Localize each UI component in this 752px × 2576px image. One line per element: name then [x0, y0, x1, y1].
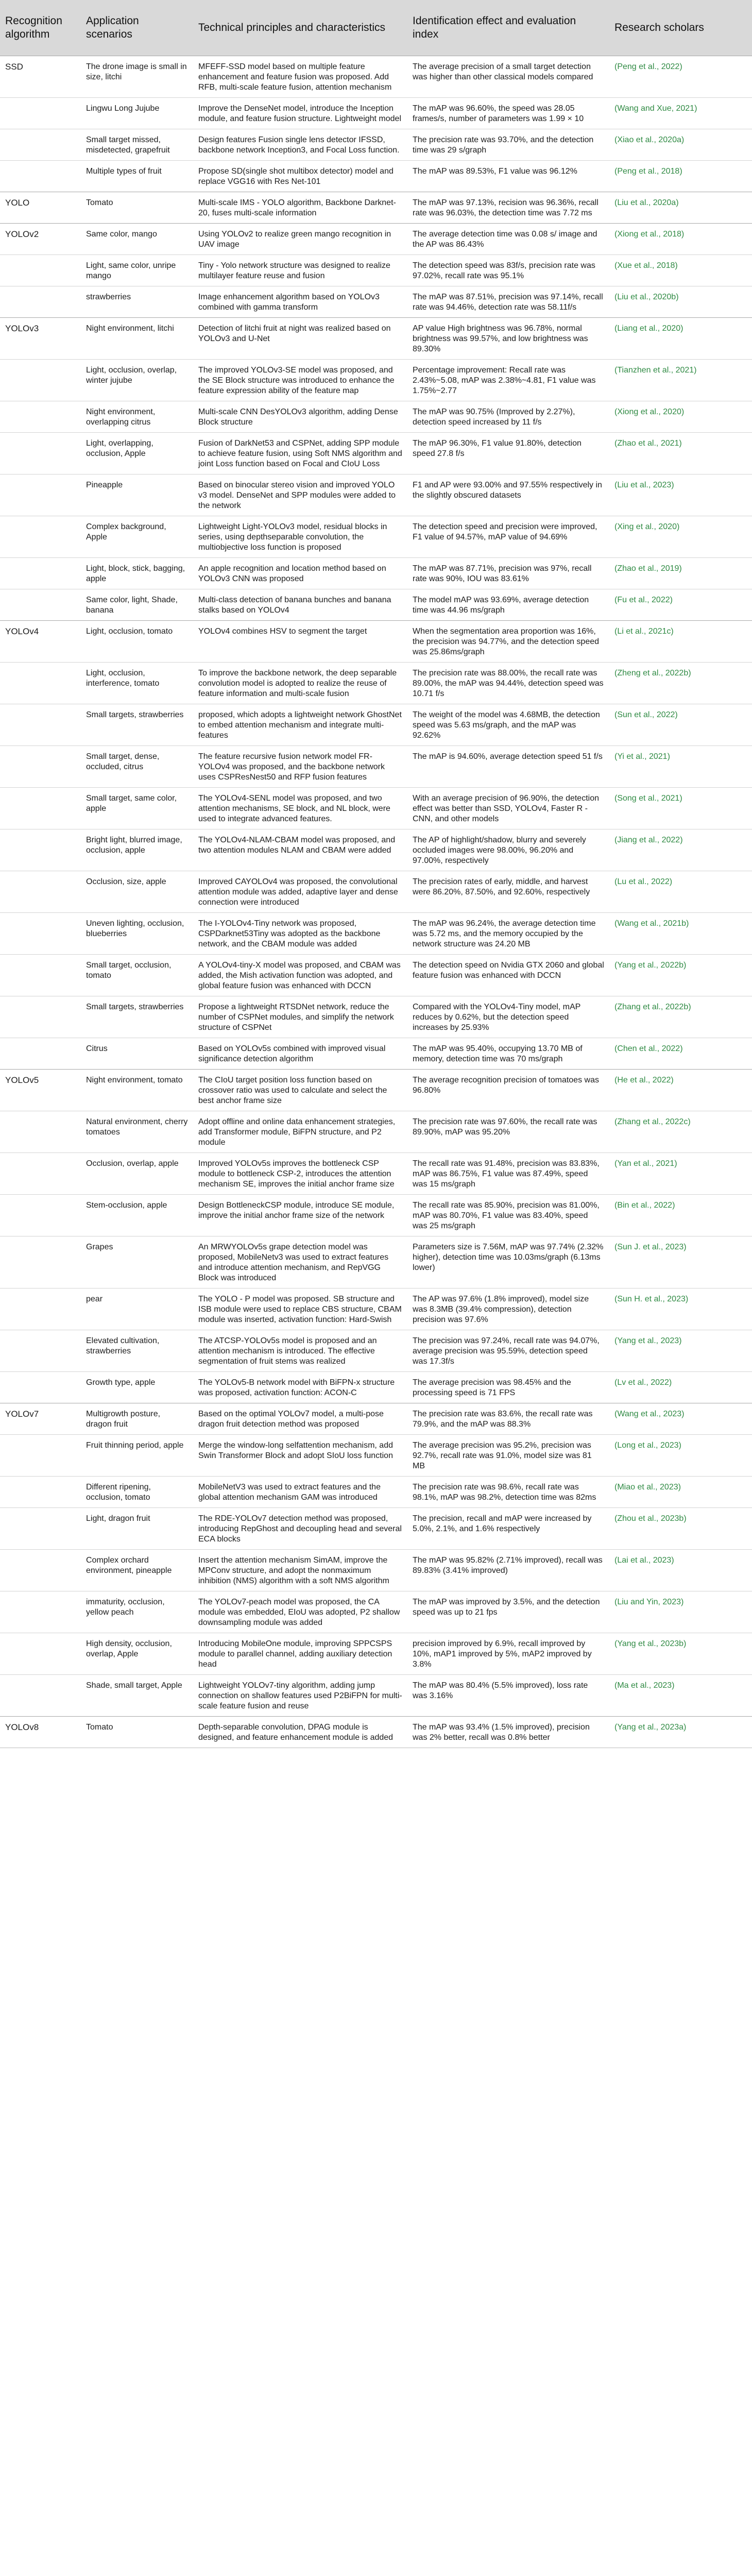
- identification-effect-cell: When the segmentation area proportion was 16%, the precision was 94.77%, and the detection speed was 25.86ms/graph: [407, 621, 609, 663]
- algorithm-cell: [0, 704, 81, 746]
- technical-principles-cell: Multi-class detection of banana bunches and banana stalks based on YOLOv4: [193, 589, 407, 621]
- table-row: [0, 829, 752, 871]
- identification-effect-cell: The precision rate was 83.6%, the recall rate was 79.9%, and the mAP was 88.3%: [407, 1403, 609, 1435]
- algorithm-cell: [0, 1111, 81, 1153]
- technical-principles-cell: The RDE-YOLOv7 detection method was proposed, introducing RepGhost and decoupling head and several ECA blocks: [193, 1508, 407, 1550]
- research-scholars-cell[interactable]: (Xiong et al., 2018): [609, 224, 752, 255]
- table-row: [0, 286, 752, 318]
- scenario-cell: Pineapple: [81, 474, 193, 516]
- table-row: [0, 913, 752, 955]
- algorithm-cell: [0, 1477, 81, 1508]
- table-row: [0, 1195, 752, 1236]
- research-scholars-cell[interactable]: (Liu et al., 2023): [609, 474, 752, 516]
- algorithm-cell: [0, 558, 81, 589]
- table-row: [0, 1070, 752, 1111]
- table-row: [0, 788, 752, 829]
- scenario-cell: Same color, light, Shade, banana: [81, 589, 193, 621]
- scenario-cell: Multiple types of fruit: [81, 161, 193, 192]
- identification-effect-cell: The average recognition precision of tomatoes was 96.80%: [407, 1070, 609, 1111]
- research-scholars-cell[interactable]: (Sun J. et al., 2023): [609, 1236, 752, 1289]
- algorithm-cell: [0, 913, 81, 955]
- identification-effect-cell: The precision rate was 98.6%, recall rate was 98.1%, mAP was 98.2%, detection time was 82ms: [407, 1477, 609, 1508]
- identification-effect-cell: The average precision was 95.2%, precision was 92.7%, recall rate was 91.0%, model size was 81 MB: [407, 1435, 609, 1477]
- technical-principles-cell: The ATCSP-YOLOv5s model is proposed and an attention mechanism is introduced. The effective segmentation of fruit stems was realized: [193, 1330, 407, 1372]
- algorithm-cell: [0, 255, 81, 286]
- scenario-cell: Small target, dense, occluded, citrus: [81, 746, 193, 788]
- table-row: [0, 621, 752, 663]
- research-scholars-cell[interactable]: (Miao et al., 2023): [609, 1477, 752, 1508]
- identification-effect-cell: The mAP was 97.13%, recision was 96.36%, recall rate was 96.03%, the detection time was 7.72 ms: [407, 192, 609, 224]
- scenario-cell: Night environment, overlapping citrus: [81, 401, 193, 433]
- research-scholars-cell[interactable]: (Zheng et al., 2022b): [609, 663, 752, 704]
- algorithm-cell: YOLOv3: [0, 318, 81, 360]
- algorithm-cell: YOLOv8: [0, 1717, 81, 1748]
- research-scholars-cell[interactable]: (Yang et al., 2023a): [609, 1717, 752, 1748]
- identification-effect-cell: precision improved by 6.9%, recall improved by 10%, mAP1 improved by 5%, mAP2 improved by 3.8%: [407, 1633, 609, 1675]
- table-row: [0, 224, 752, 255]
- algorithm-cell: [0, 161, 81, 192]
- table-row: [0, 1403, 752, 1435]
- research-scholars-cell[interactable]: (Liu and Yin, 2023): [609, 1591, 752, 1633]
- algorithm-cell: [0, 286, 81, 318]
- scenario-cell: Growth type, apple: [81, 1372, 193, 1403]
- technical-principles-cell: Propose a lightweight RTSDNet network, reduce the number of CSPNet modules, and simplify the network structure of CSPNet: [193, 996, 407, 1038]
- scenario-cell: Natural environment, cherry tomatoes: [81, 1111, 193, 1153]
- table-row: [0, 433, 752, 474]
- technical-principles-cell: A YOLOv4-tiny-X model was proposed, and CBAM was added, the Mish activation function was adopted, and global feature fusion was enhanced with DCCN: [193, 955, 407, 996]
- research-scholars-cell[interactable]: (Lv et al., 2022): [609, 1372, 752, 1403]
- research-scholars-cell[interactable]: (Zhang et al., 2022b): [609, 996, 752, 1038]
- identification-effect-cell: The weight of the model was 4.68MB, the detection speed was 5.63 ms/graph, and the mAP was 92.62%: [407, 704, 609, 746]
- algorithm-cell: [0, 1330, 81, 1372]
- identification-effect-cell: The average detection time was 0.08 s/ image and the AP was 86.43%: [407, 224, 609, 255]
- scenario-cell: Different ripening, occlusion, tomato: [81, 1477, 193, 1508]
- research-scholars-cell[interactable]: (Yang et al., 2023b): [609, 1633, 752, 1675]
- table-row: [0, 1508, 752, 1550]
- scenario-cell: The drone image is small in size, litchi: [81, 56, 193, 98]
- table-row: [0, 56, 752, 98]
- algorithm-cell: [0, 98, 81, 129]
- scenario-cell: Light, occlusion, tomato: [81, 621, 193, 663]
- scenario-cell: Light, occlusion, interference, tomato: [81, 663, 193, 704]
- identification-effect-cell: The average precision of a small target detection was higher than other classical models compared: [407, 56, 609, 98]
- algorithm-cell: [0, 129, 81, 161]
- technical-principles-cell: proposed, which adopts a lightweight network GhostNet to embed attention mechanism and integrate multi-features: [193, 704, 407, 746]
- identification-effect-cell: The mAP was 89.53%, F1 value was 96.12%: [407, 161, 609, 192]
- scenario-cell: pear: [81, 1289, 193, 1330]
- identification-effect-cell: The average precision was 98.45% and the processing speed is 71 FPS: [407, 1372, 609, 1403]
- scenario-cell: Tomato: [81, 192, 193, 224]
- table-row: [0, 589, 752, 621]
- research-scholars-cell[interactable]: (Yang et al., 2022b): [609, 955, 752, 996]
- identification-effect-cell: The mAP was 87.71%, precision was 97%, recall rate was 90%, IOU was 83.61%: [407, 558, 609, 589]
- scenario-cell: Occlusion, size, apple: [81, 871, 193, 913]
- algorithm-cell: [0, 955, 81, 996]
- algorithm-cell: [0, 1591, 81, 1633]
- research-scholars-cell[interactable]: (Peng et al., 2022): [609, 56, 752, 98]
- technical-principles-cell: Based on binocular stereo vision and improved YOLO v3 model. DenseNet and SPP modules were added to the network: [193, 474, 407, 516]
- scenario-cell: Elevated cultivation, strawberries: [81, 1330, 193, 1372]
- algorithm-cell: [0, 1195, 81, 1236]
- algorithm-cell: [0, 1153, 81, 1195]
- identification-effect-cell: The mAP was 95.40%, occupying 13.70 MB of memory, detection time was 70 ms/graph: [407, 1038, 609, 1070]
- algorithm-cell: [0, 1236, 81, 1289]
- research-scholars-cell[interactable]: (Li et al., 2021c): [609, 621, 752, 663]
- table-row: [0, 474, 752, 516]
- table-row: [0, 1435, 752, 1477]
- technical-principles-cell: Tiny - Yolo network structure was designed to realize multilayer feature reuse and fusion: [193, 255, 407, 286]
- research-scholars-cell[interactable]: (Ma et al., 2023): [609, 1675, 752, 1717]
- table-row: [0, 1591, 752, 1633]
- scenario-cell: Small targets, strawberries: [81, 996, 193, 1038]
- technical-principles-cell: The YOLOv4-SENL model was proposed, and two attention mechanisms, SE block, and NL block, were used to integrate advanced features.: [193, 788, 407, 829]
- technical-principles-cell: The YOLOv5-B network model with BiFPN-x structure was proposed, activation function: ACON-C: [193, 1372, 407, 1403]
- identification-effect-cell: The precision rate was 88.00%, the recall rate was 89.00%, the mAP was 94.44%, detection speed was 10.71 f/s: [407, 663, 609, 704]
- research-scholars-cell[interactable]: (Zhou et al., 2023b): [609, 1508, 752, 1550]
- identification-effect-cell: The AP of highlight/shadow, blurry and severely occluded images were 98.00%, 96.20% and 97.00%, respectively: [407, 829, 609, 871]
- scenario-cell: Light, occlusion, overlap, winter jujube: [81, 360, 193, 401]
- scenario-cell: Light, dragon fruit: [81, 1508, 193, 1550]
- scenario-cell: Same color, mango: [81, 224, 193, 255]
- algorithm-cell: [0, 1038, 81, 1070]
- scenario-cell: Small target missed, misdetected, grapefruit: [81, 129, 193, 161]
- table-row: [0, 704, 752, 746]
- technical-principles-cell: The YOLOv4-NLAM-CBAM model was proposed, and two attention modules NLAM and CBAM were added: [193, 829, 407, 871]
- technical-principles-cell: Multi-scale CNN DesYOLOv3 algorithm, adding Dense Block structure: [193, 401, 407, 433]
- technical-principles-cell: MobileNetV3 was used to extract features and the global attention mechanism GAM was introduced: [193, 1477, 407, 1508]
- header-row: [0, 0, 752, 56]
- research-scholars-cell[interactable]: (Zhao et al., 2019): [609, 558, 752, 589]
- technical-principles-cell: The I-YOLOv4-Tiny network was proposed, CSPDarknet53Tiny was adopted as the backbone network, and the CBAM module was added: [193, 913, 407, 955]
- algorithm-cell: [0, 1508, 81, 1550]
- header-research-scholars: Research scholars: [609, 0, 752, 56]
- research-scholars-cell[interactable]: (Lai et al., 2023): [609, 1550, 752, 1591]
- algorithm-cell: [0, 1372, 81, 1403]
- technical-principles-cell: Improved YOLOv5s improves the bottleneck CSP module to bottleneck CSP-2, introduces the attention mechanism SE, improves the initial anchor frame size: [193, 1153, 407, 1195]
- identification-effect-cell: The mAP was 95.82% (2.71% improved), recall was 89.83% (3.41% improved): [407, 1550, 609, 1591]
- technical-principles-cell: An apple recognition and location method based on YOLOv3 CNN was proposed: [193, 558, 407, 589]
- identification-effect-cell: The mAP was improved by 3.5%, and the detection speed was up to 21 fps: [407, 1591, 609, 1633]
- scenario-cell: Night environment, tomato: [81, 1070, 193, 1111]
- identification-effect-cell: The precision rate was 93.70%, and the detection time was 29 s/graph: [407, 129, 609, 161]
- algorithm-cell: [0, 663, 81, 704]
- scenario-cell: Light, overlapping, occlusion, Apple: [81, 433, 193, 474]
- identification-effect-cell: The recall rate was 85.90%, precision was 81.00%, mAP was 80.70%, F1 value was 83.40%, speed was 25 ms/graph: [407, 1195, 609, 1236]
- technical-principles-cell: Insert the attention mechanism SimAM, improve the MPConv structure, and adopt the nonmaximum inhibition (NMS) algorithm with a soft NMS algorithm: [193, 1550, 407, 1591]
- algorithm-cell: SSD: [0, 56, 81, 98]
- table-row: [0, 1717, 752, 1748]
- algorithm-cell: [0, 788, 81, 829]
- identification-effect-cell: The recall rate was 91.48%, precision was 83.83%, mAP was 86.75%, F1 value was 87.49%, speed was 15 ms/graph: [407, 1153, 609, 1195]
- header-recognition-algorithm: Recognition algorithm: [0, 0, 81, 56]
- identification-effect-cell: Percentage improvement: Recall rate was 2.43%~5.08, mAP was 2.38%~4.81, F1 value was 1.75%~2.77: [407, 360, 609, 401]
- scenario-cell: High density, occlusion, overlap, Apple: [81, 1633, 193, 1675]
- algorithm-cell: [0, 1675, 81, 1717]
- technical-principles-cell: Using YOLOv2 to realize green mango recognition in UAV image: [193, 224, 407, 255]
- technical-principles-cell: The feature recursive fusion network model FR-YOLOv4 was proposed, and the backbone network uses CSPResNest50 and RFP fusion features: [193, 746, 407, 788]
- scenario-cell: Small target, same color, apple: [81, 788, 193, 829]
- technical-principles-cell: Lightweight Light-YOLOv3 model, residual blocks in series, using depthseparable convolution, the multiobjective loss function is proposed: [193, 516, 407, 558]
- identification-effect-cell: The mAP was 90.75% (Improved by 2.27%), detection speed increased by 11 f/s: [407, 401, 609, 433]
- algorithm-cell: [0, 1435, 81, 1477]
- scenario-cell: Night environment, litchi: [81, 318, 193, 360]
- table-row: [0, 1550, 752, 1591]
- technical-principles-cell: The CIoU target position loss function based on crossover ratio was used to calculate and select the best anchor frame size: [193, 1070, 407, 1111]
- technical-principles-cell: Design BottleneckCSP module, introduce SE module, improve the initial anchor frame size of the network: [193, 1195, 407, 1236]
- algorithm-cell: [0, 1633, 81, 1675]
- identification-effect-cell: The mAP was 93.4% (1.5% improved), precision was 2% better, recall was 0.8% better: [407, 1717, 609, 1748]
- research-scholars-cell[interactable]: (Xiong et al., 2020): [609, 401, 752, 433]
- table-row: [0, 558, 752, 589]
- technical-principles-cell: The YOLOv7-peach model was proposed, the CA module was embedded, EIoU was adopted, P2 shallow downsampling module was added: [193, 1591, 407, 1633]
- research-scholars-cell[interactable]: (Zhang et al., 2022c): [609, 1111, 752, 1153]
- research-scholars-cell[interactable]: (Bin et al., 2022): [609, 1195, 752, 1236]
- scenario-cell: Shade, small target, Apple: [81, 1675, 193, 1717]
- research-scholars-cell[interactable]: (Wang et al., 2023): [609, 1403, 752, 1435]
- identification-effect-cell: The mAP is 94.60%, average detection speed 51 f/s: [407, 746, 609, 788]
- algorithm-cell: YOLOv5: [0, 1070, 81, 1111]
- header-identification-effect: Identification effect and evaluation index: [407, 0, 609, 56]
- table-row: [0, 129, 752, 161]
- identification-effect-cell: Parameters size is 7.56M, mAP was 97.74% (2.32% higher), detection time was 10.03ms/graph (6.13ms lower): [407, 1236, 609, 1289]
- research-scholars-cell[interactable]: (Long et al., 2023): [609, 1435, 752, 1477]
- algorithm-cell: [0, 589, 81, 621]
- table-row: [0, 871, 752, 913]
- algorithm-cell: YOLO: [0, 192, 81, 224]
- scenario-cell: Lingwu Long Jujube: [81, 98, 193, 129]
- header-application-scenarios: Application scenarios: [81, 0, 193, 56]
- research-scholars-cell[interactable]: (Wang and Xue, 2021): [609, 98, 752, 129]
- algorithm-cell: [0, 360, 81, 401]
- algorithm-cell: [0, 401, 81, 433]
- research-scholars-cell[interactable]: (Peng et al., 2018): [609, 161, 752, 192]
- algorithm-cell: [0, 871, 81, 913]
- table-row: [0, 1477, 752, 1508]
- algorithm-cell: YOLOv4: [0, 621, 81, 663]
- technical-principles-cell: Improve the DenseNet model, introduce the Inception module, and feature fusion structure. Lightweight model: [193, 98, 407, 129]
- algorithm-cell: [0, 829, 81, 871]
- scenario-cell: Small target, occlusion, tomato: [81, 955, 193, 996]
- algorithm-cell: [0, 996, 81, 1038]
- identification-effect-cell: The model mAP was 93.69%, average detection time was 44.96 ms/graph: [407, 589, 609, 621]
- table-row: [0, 996, 752, 1038]
- scenario-cell: Small targets, strawberries: [81, 704, 193, 746]
- table-row: [0, 1633, 752, 1675]
- research-scholars-cell[interactable]: (Yi et al., 2021): [609, 746, 752, 788]
- technical-principles-cell: Image enhancement algorithm based on YOLOv3 combined with gamma transform: [193, 286, 407, 318]
- scenario-cell: Stem-occlusion, apple: [81, 1195, 193, 1236]
- identification-effect-cell: The detection speed and precision were improved, F1 value of 94.57%, mAP value of 94.69%: [407, 516, 609, 558]
- algorithm-cell: [0, 516, 81, 558]
- identification-effect-cell: The mAP was 87.51%, precision was 97.14%, recall rate was 94.46%, detection rate was 58.11f/s: [407, 286, 609, 318]
- identification-effect-cell: F1 and AP were 93.00% and 97.55% respectively in the slightly obscured datasets: [407, 474, 609, 516]
- technical-principles-cell: The improved YOLOv3-SE model was proposed, and the SE Block structure was introduced to enhance the feature expression ability of the feature map: [193, 360, 407, 401]
- technical-principles-cell: YOLOv4 combines HSV to segment the target: [193, 621, 407, 663]
- table-row: [0, 746, 752, 788]
- algorithm-cell: [0, 433, 81, 474]
- research-scholars-cell[interactable]: (He et al., 2022): [609, 1070, 752, 1111]
- algorithm-cell: [0, 1289, 81, 1330]
- identification-effect-cell: The mAP was 80.4% (5.5% improved), loss rate was 3.16%: [407, 1675, 609, 1717]
- table-row: [0, 516, 752, 558]
- identification-effect-cell: With an average precision of 96.90%, the detection effect was better than SSD, YOLOv4, Faster R - CNN, and other models: [407, 788, 609, 829]
- research-scholars-cell[interactable]: (Xing et al., 2020): [609, 516, 752, 558]
- scenario-cell: Light, same color, unripe mango: [81, 255, 193, 286]
- technical-principles-cell: Detection of litchi fruit at night was realized based on YOLOv3 and U-Net: [193, 318, 407, 360]
- algorithm-cell: YOLOv2: [0, 224, 81, 255]
- technical-principles-cell: The YOLO - P model was proposed. SB structure and ISB module were used to replace CBS structure, CBAM module was inserted, activation function: Hard-Swish: [193, 1289, 407, 1330]
- table-row: [0, 98, 752, 129]
- table-row: [0, 318, 752, 360]
- table-row: [0, 1236, 752, 1289]
- research-scholars-cell[interactable]: (Lu et al., 2022): [609, 871, 752, 913]
- research-scholars-cell[interactable]: (Chen et al., 2022): [609, 1038, 752, 1070]
- research-scholars-cell[interactable]: (Sun H. et al., 2023): [609, 1289, 752, 1330]
- algorithm-cell: YOLOv7: [0, 1403, 81, 1435]
- scenario-cell: Grapes: [81, 1236, 193, 1289]
- scenario-cell: Occlusion, overlap, apple: [81, 1153, 193, 1195]
- technical-principles-cell: Based on YOLOv5s combined with improved visual significance detection algorithm: [193, 1038, 407, 1070]
- scenario-cell: Fruit thinning period, apple: [81, 1435, 193, 1477]
- technical-principles-cell: To improve the backbone network, the deep separable convolution model is adopted to realize the reuse of feature information and multi-scale fusion: [193, 663, 407, 704]
- research-scholars-cell[interactable]: (Liang et al., 2020): [609, 318, 752, 360]
- table-row: [0, 1330, 752, 1372]
- table-row: [0, 161, 752, 192]
- table-row: [0, 955, 752, 996]
- identification-effect-cell: AP value High brightness was 96.78%, normal brightness was 99.57%, and low brightness was 89.30%: [407, 318, 609, 360]
- research-scholars-cell[interactable]: (Xue et al., 2018): [609, 255, 752, 286]
- table-row: [0, 1675, 752, 1717]
- identification-effect-cell: The mAP was 96.60%, the speed was 28.05 frames/s, number of parameters was 1.99 × 10: [407, 98, 609, 129]
- technical-principles-cell: Depth-separable convolution, DPAG module is designed, and feature enhancement module is added: [193, 1717, 407, 1748]
- technical-principles-cell: Introducing MobileOne module, improving SPPCSPS module to parallel channel, adding auxiliary detection head: [193, 1633, 407, 1675]
- table-row: [0, 1038, 752, 1070]
- technical-principles-cell: Merge the window-long selfattention mechanism, add Swin Transformer Block and adopt SIoU loss function: [193, 1435, 407, 1477]
- research-scholars-cell[interactable]: (Yan et al., 2021): [609, 1153, 752, 1195]
- research-scholars-cell[interactable]: (Liu et al., 2020b): [609, 286, 752, 318]
- scenario-cell: Bright light, blurred image, occlusion, apple: [81, 829, 193, 871]
- table-row: [0, 663, 752, 704]
- technical-principles-cell: Multi-scale IMS - YOLO algorithm, Backbone Darknet-20, fuses multi-scale information: [193, 192, 407, 224]
- table-row: [0, 1111, 752, 1153]
- table-row: [0, 255, 752, 286]
- research-scholars-cell[interactable]: (Jiang et al., 2022): [609, 829, 752, 871]
- algorithm-cell: [0, 474, 81, 516]
- research-scholars-cell[interactable]: (Song et al., 2021): [609, 788, 752, 829]
- table-row: [0, 1372, 752, 1403]
- research-scholars-cell[interactable]: (Sun et al., 2022): [609, 704, 752, 746]
- technical-principles-cell: An MRWYOLOv5s grape detection model was proposed, MobileNetv3 was used to extract features and introduce attention mechanism, and RepVGG Block was introduced: [193, 1236, 407, 1289]
- identification-effect-cell: The precision, recall and mAP were increased by 5.0%, 2.1%, and 1.6% respectively: [407, 1508, 609, 1550]
- identification-effect-cell: Compared with the YOLOv4-Tiny model, mAP reduces by 0.62%, but the detection speed increases by 25.93%: [407, 996, 609, 1038]
- technical-principles-cell: Adopt offline and online data enhancement strategies, add Transformer module, BiFPN structure, and P2 module: [193, 1111, 407, 1153]
- scenario-cell: Multigrowth posture, dragon fruit: [81, 1403, 193, 1435]
- identification-effect-cell: The detection speed on Nvidia GTX 2060 and global feature fusion was enhanced with DCCN: [407, 955, 609, 996]
- table-row: [0, 401, 752, 433]
- scenario-cell: Complex background, Apple: [81, 516, 193, 558]
- table-row: [0, 1289, 752, 1330]
- identification-effect-cell: The AP was 97.6% (1.8% improved), model size was 8.3MB (39.4% compression), detection precision was 97.6%: [407, 1289, 609, 1330]
- research-scholars-cell[interactable]: (Tianzhen et al., 2021): [609, 360, 752, 401]
- scenario-cell: Uneven lighting, occlusion, blueberries: [81, 913, 193, 955]
- identification-effect-cell: The mAP was 96.24%, the average detection time was 5.72 ms, and the memory occupied by the network structure was 24.20 MB: [407, 913, 609, 955]
- research-scholars-cell[interactable]: (Yang et al., 2023): [609, 1330, 752, 1372]
- table-row: [0, 192, 752, 224]
- identification-effect-cell: The precision rate was 97.60%, the recall rate was 89.90%, mAP was 95.20%: [407, 1111, 609, 1153]
- technical-principles-cell: Fusion of DarkNet53 and CSPNet, adding SPP module to achieve feature fusion, using Soft NMS algorithm and joint Loss function based on Focal and CIoU Loss: [193, 433, 407, 474]
- technical-principles-cell: MFEFF-SSD model based on multiple feature enhancement and feature fusion was proposed. Add RFB, multi-scale feature fusion, attention mechanism: [193, 56, 407, 98]
- technical-principles-cell: Design features Fusion single lens detector IFSSD, backbone network Inception3, and Focal Loss function.: [193, 129, 407, 161]
- technical-principles-cell: Improved CAYOLOv4 was proposed, the convolutional attention module was added, adaptive layer and dense connection were introduced: [193, 871, 407, 913]
- scenario-cell: Complex orchard environment, pineapple: [81, 1550, 193, 1591]
- scenario-cell: strawberries: [81, 286, 193, 318]
- algorithm-cell: [0, 746, 81, 788]
- scenario-cell: Tomato: [81, 1717, 193, 1748]
- technical-principles-cell: Based on the optimal YOLOv7 model, a multi-pose dragon fruit detection method was proposed: [193, 1403, 407, 1435]
- identification-effect-cell: The mAP 96.30%, F1 value 91.80%, detection speed 27.8 f/s: [407, 433, 609, 474]
- table-row: [0, 360, 752, 401]
- identification-effect-cell: The precision rates of early, middle, and harvest were 86.20%, 87.50%, and 92.60%, respectively: [407, 871, 609, 913]
- research-scholars-cell[interactable]: (Fu et al., 2022): [609, 589, 752, 621]
- table-row: [0, 1153, 752, 1195]
- technical-principles-cell: Propose SD(single shot multibox detector) model and replace VGG16 with Res Net-101: [193, 161, 407, 192]
- header-technical-principles: Technical principles and characteristics: [193, 0, 407, 56]
- technical-principles-cell: Lightweight YOLOv7-tiny algorithm, adding jump connection on shallow features used P2BiFPN for multi-scale feature fusion and reuse: [193, 1675, 407, 1717]
- research-scholars-cell[interactable]: (Xiao et al., 2020a): [609, 129, 752, 161]
- table-body: [0, 56, 752, 1748]
- research-scholars-cell[interactable]: (Zhao et al., 2021): [609, 433, 752, 474]
- scenario-cell: Light, block, stick, bagging, apple: [81, 558, 193, 589]
- research-scholars-cell[interactable]: (Wang et al., 2021b): [609, 913, 752, 955]
- identification-effect-cell: The precision was 97.24%, recall rate was 94.07%, average precision was 95.59%, detection speed was 17.3f/s: [407, 1330, 609, 1372]
- research-scholars-cell[interactable]: (Liu et al., 2020a): [609, 192, 752, 224]
- algorithm-cell: [0, 1550, 81, 1591]
- scenario-cell: immaturity, occlusion, yellow peach: [81, 1591, 193, 1633]
- scenario-cell: Citrus: [81, 1038, 193, 1070]
- identification-effect-cell: The detection speed was 83f/s, precision rate was 97.02%, recall rate was 95.1%: [407, 255, 609, 286]
- table-header: [0, 0, 752, 56]
